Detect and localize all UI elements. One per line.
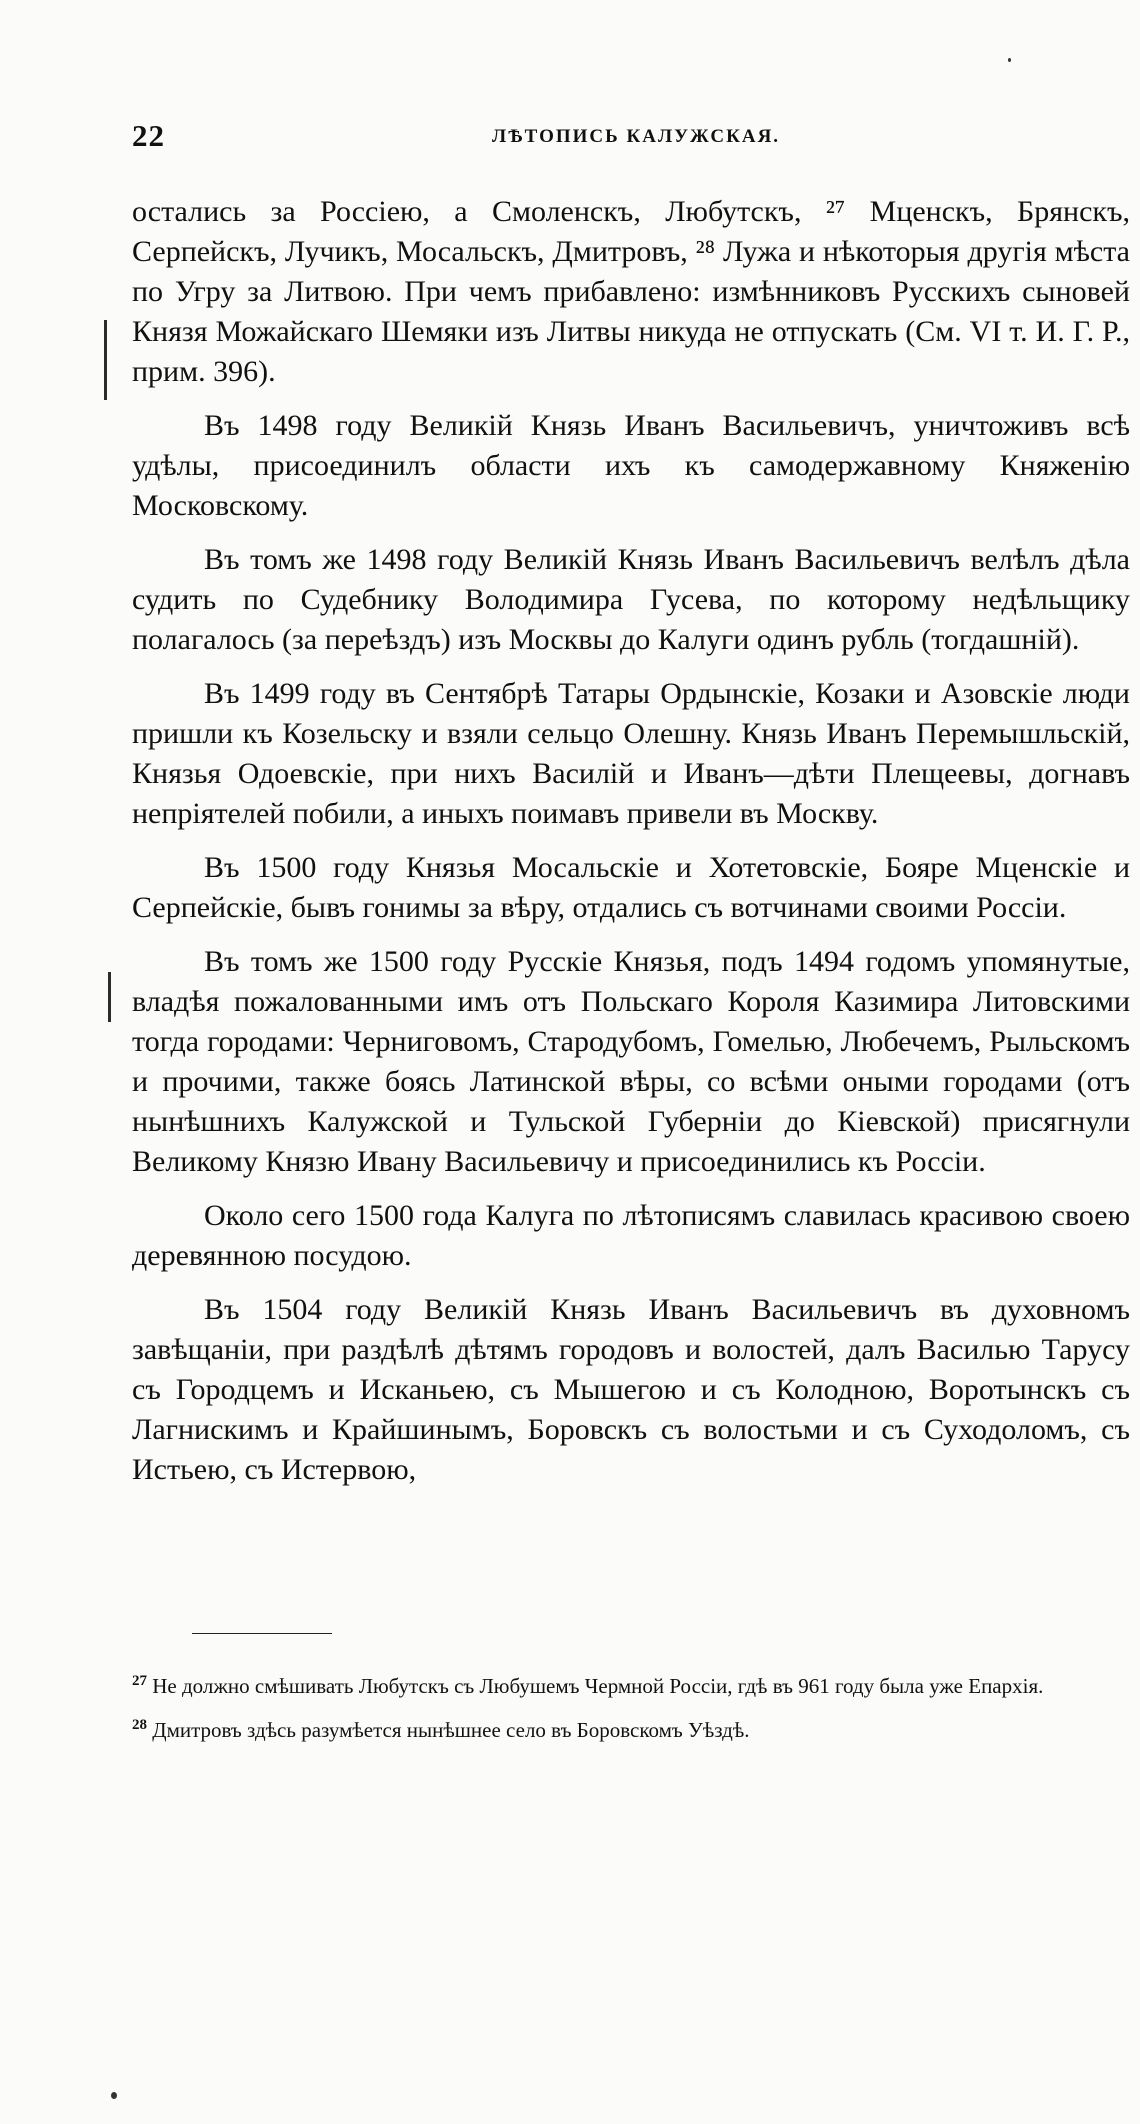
footnote-28 [132,1716,1130,1744]
paragraph: Въ 1500 году Князья Мосальскіе и Хотетовскіе, Бояре Мценскіе и Серпейскіе, бывъ гонимы за вѣру, отдались съ вотчинами своими Россіи. [132,851,1130,924]
running-title: ЛѢТОПИСЬ КАЛУЖСКАЯ. [492,126,781,147]
footnote-marker: 27 [132,1673,147,1689]
paragraph: Около сего 1500 года Калуга по лѣтописямъ славилась красивою своею деревянною посудою. [132,1199,1130,1272]
paragraph: остались за Россіею, а Смоленскъ, Любутскъ, ²⁷ Мценскъ, Брянскъ, Серпейскъ, Лучикъ, Мосальскъ, Дмитровъ, ²⁸ Лужа и нѣкоторыя другія мѣста по Угру за Литвою. При чемъ прибавлено: измѣнниковъ Русскихъ сыновей Князя Можайскаго Шемяки изъ Литвы никуда не отпускать (См. VI т. И. Г. Р., прим. 396). [132,195,1130,388]
page-number: 22 [132,118,165,153]
ink-speck [1008,58,1011,62]
footnote-text: Не должно смѣшивать Любутскъ съ Любушемъ Чермной Россіи, гдѣ въ 961 году была уже Епархія. [152,1674,1044,1698]
paragraph: Въ 1499 году въ Сентябрѣ Татары Ордынскіе, Козаки и Азовскіе люди пришли къ Козельску и взяли сельцо Олешну. Князь Иванъ Перемышльскій, Князья Одоевскіе, при нихъ Василій и Иванъ—дѣти Плещеевы, догнавъ непріятелей побили, а иныхъ поимавъ привели въ Москву. [132,677,1130,830]
margin-pencil-mark [108,972,111,1022]
footnote-divider [192,1633,332,1634]
page-header [132,118,1140,158]
paragraph: Въ томъ же 1498 году Великій Князь Иванъ Васильевичъ велѣлъ дѣла судить по Судебнику Володимира Гусева, по которому недѣльщику полагалось (за переѣздъ) изъ Москвы до Калуги одинъ рубль (тогдашній). [132,543,1130,656]
ink-speck [111,2092,117,2099]
paragraph: Въ 1498 году Великій Князь Иванъ Васильевичъ, уничтоживъ всѣ удѣлы, присоединилъ области ихъ къ самодержавному Княженію Московскому. [132,409,1130,522]
footnotes [132,1672,1130,1760]
paragraph: Въ 1504 году Великій Князь Иванъ Васильевичъ въ духовномъ завѣщаніи, при раздѣлѣ дѣтямъ городовъ и волостей, далъ Василью Тарусу съ Городцемъ и Исканьею, съ Мышегою и съ Колодною, Воротынскъ съ Лагнискимъ и Крайшинымъ, Боровскъ съ волостьми и съ Суходоломъ, съ Истьею, съ Истервою, [132,1293,1130,1486]
footnote-marker: 28 [132,1717,147,1733]
footnote-27 [132,1672,1130,1700]
main-text [132,192,1130,1504]
margin-pencil-mark [104,320,107,400]
paragraph: Въ томъ же 1500 году Русскіе Князья, подъ 1494 годомъ упомянутые, владѣя пожалованными имъ отъ Польскаго Короля Казимира Литовскими тогда городами: Черниговомъ, Стародубомъ, Гомелью, Любечемъ, Рыльскомъ и прочими, также боясь Латинской вѣры, со всѣми оными городами (отъ нынѣшнихъ Калужской и Тульской Губерніи до Кіевской) присягнули Великому Князю Ивану Васильевичу и присоединились къ Россіи. [132,945,1130,1178]
footnote-text: Дмитровъ здѣсь разумѣется нынѣшнее село въ Боровскомъ Уѣздѣ. [152,1718,750,1742]
